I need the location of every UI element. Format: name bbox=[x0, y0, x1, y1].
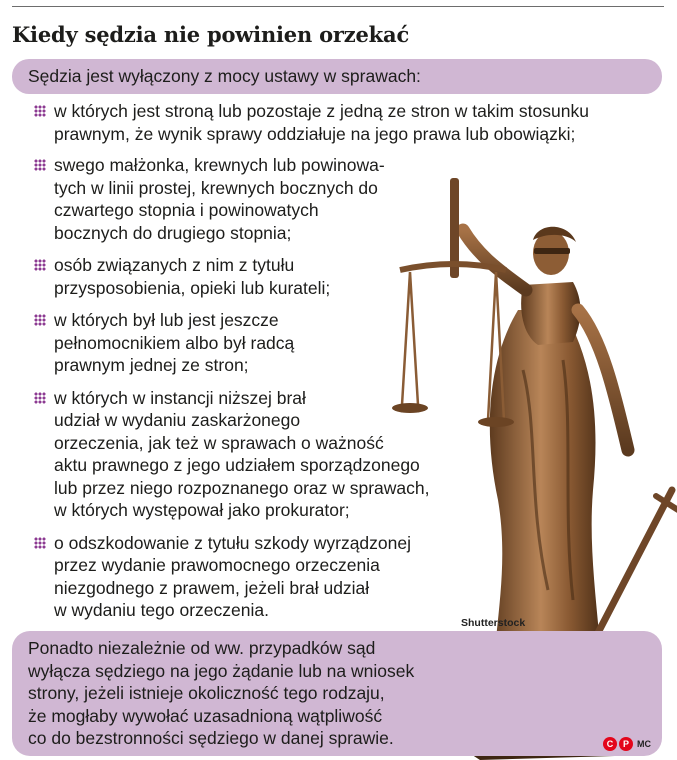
footer-text: Ponadto niezależnie od ww. przypadków sąd bbox=[28, 638, 376, 658]
bullet-icon bbox=[34, 537, 46, 549]
list-item-text: w których występował jako prokurator; bbox=[54, 500, 350, 520]
footer-text: że mogłaby wywołać uzasadnioną wątpliwość bbox=[28, 705, 383, 726]
conditions-list bbox=[34, 100, 654, 622]
bullet-icon bbox=[34, 259, 46, 271]
footer-note bbox=[12, 631, 662, 756]
list-item-text: osób związanych z nim z tytułu bbox=[54, 255, 295, 275]
list-item bbox=[34, 532, 654, 622]
list-item-text: o odszkodowanie z tytułu szkody wyrządzonej bbox=[54, 532, 411, 553]
footer-text: strony, jeżeli istnieje okoliczność tego rodzaju, bbox=[28, 683, 385, 703]
list-item bbox=[34, 309, 654, 377]
publisher-logo bbox=[603, 737, 651, 751]
list-item-text: w których jest stroną lub pozostaje z jedną ze stron w takim stosunku bbox=[54, 101, 589, 121]
list-item-text: tych w linii prostej, krewnych bocznych do bbox=[54, 177, 378, 198]
bullet-icon bbox=[34, 105, 46, 117]
copyright-icon: C bbox=[603, 737, 617, 751]
footer-text: wyłącza sędziego na jego żądanie lub na wniosek bbox=[28, 660, 415, 681]
list-item bbox=[34, 254, 654, 299]
list-item-text: czwartego stopnia i powinowatych bbox=[54, 200, 319, 220]
list-item-text: prawnym, że wynik sprawy oddziałuje na jego prawa lub obowiązki; bbox=[54, 123, 576, 144]
list-item-text: przez wydanie prawomocnego orzeczenia bbox=[54, 555, 380, 575]
list-item bbox=[34, 387, 654, 522]
list-item-text: prawnym jednej ze stron; bbox=[54, 355, 249, 375]
list-item-text: bocznych do drugiego stopnia; bbox=[54, 222, 292, 243]
p-icon: P bbox=[619, 737, 633, 751]
list-item-text: aktu prawnego z jego udziałem sporządzonego bbox=[54, 455, 420, 475]
list-item bbox=[34, 154, 654, 244]
list-item bbox=[34, 100, 654, 145]
list-item-text: pełnomocnikiem albo był radcą bbox=[54, 332, 295, 353]
author-initials: MC bbox=[637, 739, 651, 749]
bullet-icon bbox=[34, 392, 46, 404]
list-item-text: w których w instancji niższej brał bbox=[54, 387, 306, 408]
list-item-text: w wydaniu tego orzeczenia. bbox=[54, 600, 269, 620]
list-item-text: przysposobienia, opieki lub kurateli; bbox=[54, 277, 331, 298]
bullet-icon bbox=[34, 314, 46, 326]
page-title: Kiedy sędzia nie powinien orzekać bbox=[12, 22, 410, 47]
intro-banner: Sędzia jest wyłączony z mocy ustawy w sprawach: bbox=[12, 59, 662, 94]
list-item-text: udział w wydaniu zaskarżonego bbox=[54, 410, 301, 430]
photo-credit: Shutterstock bbox=[461, 617, 526, 629]
top-rule bbox=[12, 6, 664, 7]
list-item-text: lub przez niego rozpoznanego oraz w sprawach, bbox=[54, 477, 430, 498]
footer-text: co do bezstronności sędziego w danej sprawie. bbox=[28, 728, 394, 748]
list-item-text: orzeczenia, jak też w sprawach o ważność bbox=[54, 432, 384, 453]
list-item-text: w których był lub jest jeszcze bbox=[54, 310, 279, 330]
list-item-text: swego małżonka, krewnych lub powinowa- bbox=[54, 155, 385, 175]
bullet-icon bbox=[34, 159, 46, 171]
list-item-text: niezgodnego z prawem, jeżeli brał udział bbox=[54, 577, 370, 598]
